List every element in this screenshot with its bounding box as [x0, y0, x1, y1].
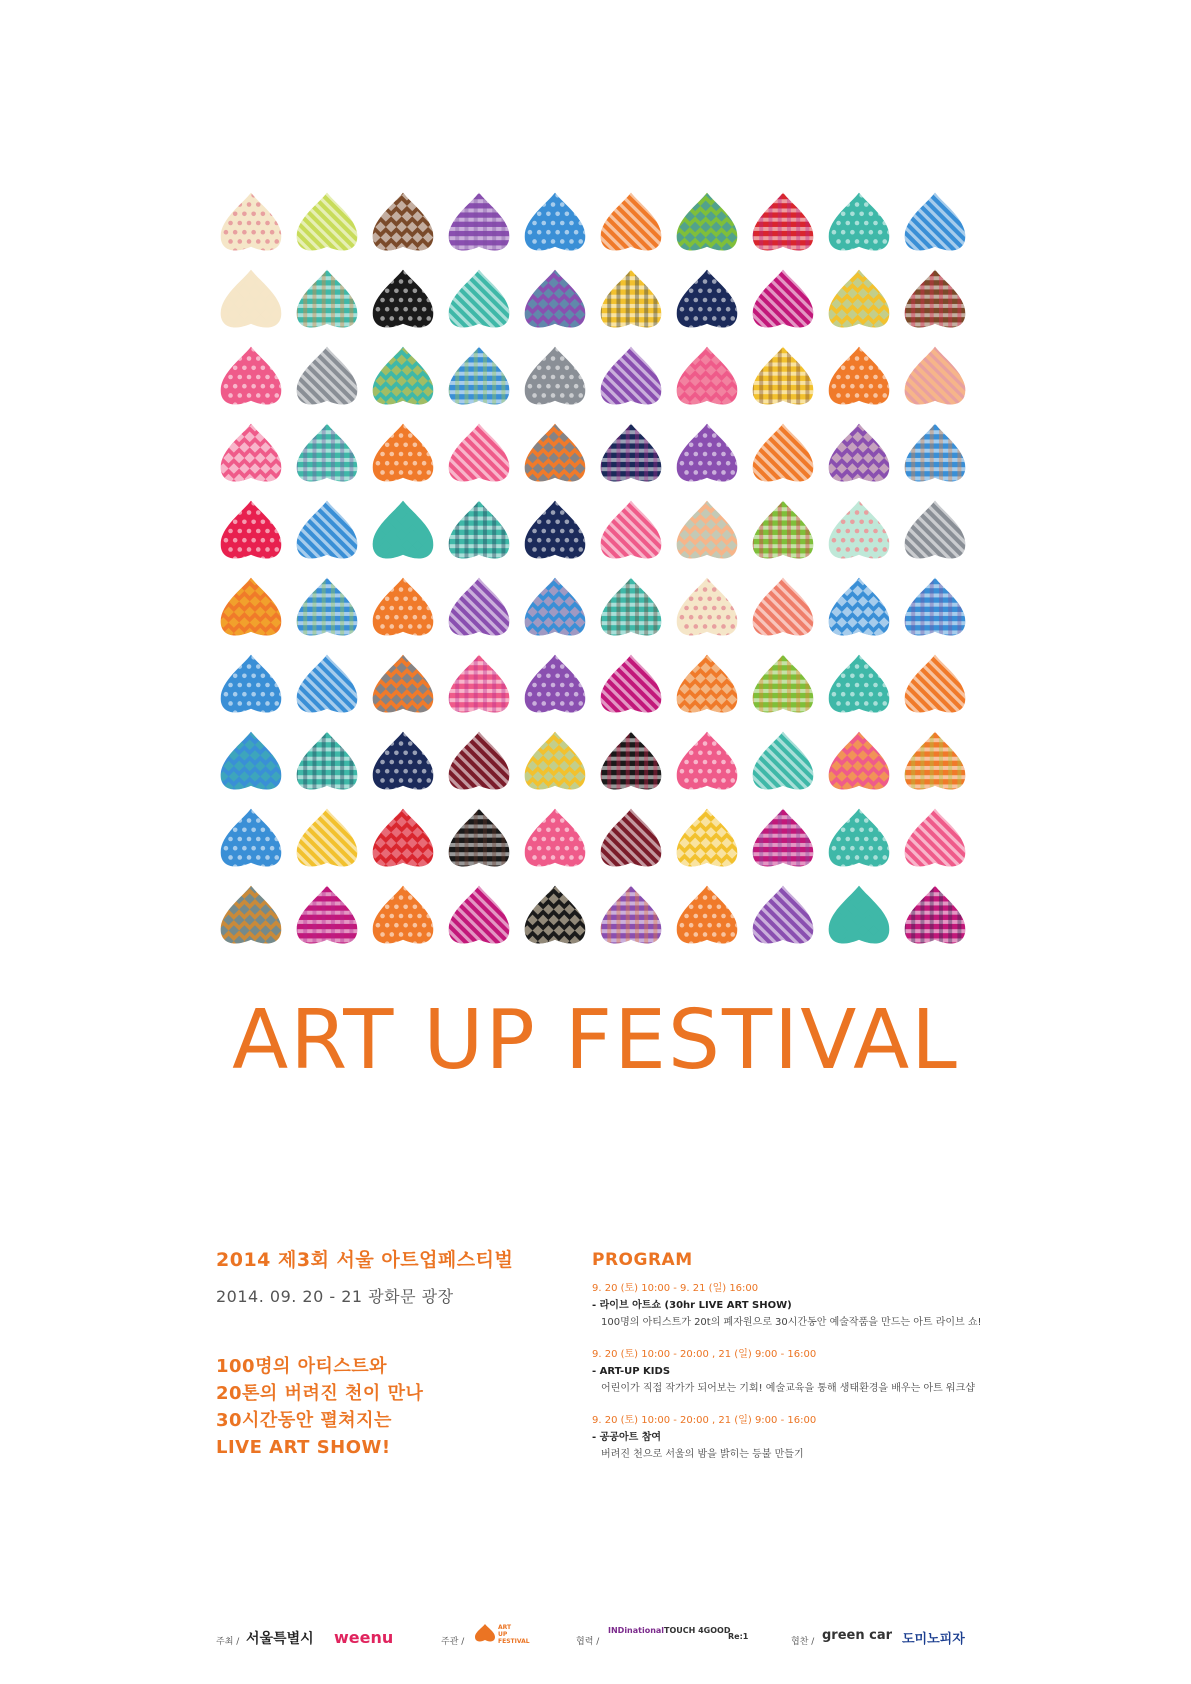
- heart-red-dots: [370, 806, 436, 872]
- heart-navy-flowers: [598, 421, 664, 487]
- heart-purple-wave: [826, 421, 892, 487]
- heart-teal-leopard: [370, 498, 436, 564]
- heart-teal-stripes: [826, 190, 892, 256]
- heart-pink-hexagons: [598, 498, 664, 564]
- heart-orange-flame: [750, 421, 816, 487]
- heart-navy-scales: [522, 498, 588, 564]
- program-name: - 라이브 아트쇼 (30hr LIVE ART SHOW): [592, 1300, 792, 1311]
- heart-pink-dots: [446, 652, 512, 718]
- heart-pink-yellow-stripes: [522, 806, 588, 872]
- heart-blue-herringbone: [522, 190, 588, 256]
- program-desc: 100명의 아티스트가 20t의 폐자원으로 30시간동안 예술작품을 만드는 아트 라이브 쇼!: [601, 1317, 982, 1328]
- program-item: [592, 1280, 1012, 1332]
- heart-yellow-leaves: [750, 344, 816, 410]
- heart-yellow-triangles: [674, 806, 740, 872]
- program-desc: 버려진 천으로 서울의 밤을 밝히는 등불 만들기: [601, 1449, 804, 1460]
- heart-blue-grid: [218, 652, 284, 718]
- heart-teal-feathers: [446, 267, 512, 333]
- heart-peach-lattice: [674, 498, 740, 564]
- heart-teal-dots: [294, 729, 360, 795]
- heart-orange-squares: [902, 729, 968, 795]
- heart-teal-waves: [750, 729, 816, 795]
- heart-red-plaid: [750, 190, 816, 256]
- heart-black-lattice: [598, 729, 664, 795]
- slogan-line: 100명의 아티스트와: [216, 1356, 388, 1377]
- heart-maroon-lattice: [446, 729, 512, 795]
- heart-purple-dots: [446, 575, 512, 641]
- heart-blue-crosses: [294, 498, 360, 564]
- heart-pink-black-waves: [902, 806, 968, 872]
- coop-label: 협력 /: [576, 1637, 600, 1647]
- heart-green-rings: [750, 652, 816, 718]
- heart-teal-triangles: [294, 267, 360, 333]
- heart-black-zigzag: [522, 883, 588, 949]
- program-desc: 어린이가 직접 작가가 되어보는 기회! 예술교육을 통해 생태환경을 배우는 아트 워크샵: [601, 1383, 975, 1394]
- heart-pattern-grid: [218, 190, 978, 960]
- heart-orange-gingham: [826, 344, 892, 410]
- artup-logo: [474, 1622, 496, 1647]
- heart-orange-lattice: [902, 652, 968, 718]
- program-name: - ART-UP KIDS: [592, 1366, 671, 1377]
- heart-orange-cross: [370, 421, 436, 487]
- event-title: 2014 제3회 서울 아트업페스티벌: [216, 1249, 514, 1271]
- heart-magenta-medallion: [902, 883, 968, 949]
- organizer-label: 주관 /: [441, 1637, 465, 1647]
- heart-brown-lattice: [370, 190, 436, 256]
- heart-magenta-swirl: [446, 883, 512, 949]
- heart-magenta-zebra: [294, 883, 360, 949]
- artup-logo-text: ART UP FESTIVAL: [498, 1624, 530, 1645]
- event-info: [216, 1245, 596, 1461]
- program-heading: PROGRAM: [592, 1250, 693, 1270]
- event-date-place: 2014. 09. 20 - 21 광화문 광장: [216, 1287, 454, 1306]
- heart-purple-diamonds: [598, 344, 664, 410]
- program-item: [592, 1412, 1012, 1464]
- slogan-line: 20톤의 버려진 천이 만나: [216, 1383, 424, 1404]
- heart-navy-swirl: [674, 267, 740, 333]
- domino-logo: 도미노피자: [902, 1632, 965, 1647]
- heart-yellow-houndstooth: [522, 729, 588, 795]
- heart-teal-big-dots: [294, 421, 360, 487]
- heart-magenta-lace: [598, 652, 664, 718]
- heart-blue-scales: [294, 575, 360, 641]
- heart-brown-circles: [902, 267, 968, 333]
- heart-blue-crosses: [294, 652, 360, 718]
- heart-orange-lines: [370, 883, 436, 949]
- heart-orange-star: [674, 883, 740, 949]
- heart-magenta-dots: [750, 806, 816, 872]
- heart-blue-circles: [446, 344, 512, 410]
- heart-yellow-plaid: [598, 267, 664, 333]
- program-section: [592, 1250, 1012, 1478]
- heart-pink-lattice: [674, 344, 740, 410]
- heart-blue-diamonds: [218, 729, 284, 795]
- heart-purple-rings: [750, 883, 816, 949]
- program-time: 9. 20 (토) 10:00 - 20:00 , 21 (일) 9:00 - 16:00: [592, 1415, 817, 1426]
- heart-leopard: [218, 883, 284, 949]
- heart-gray-cubes: [902, 498, 968, 564]
- heart-blue-stripes: [522, 575, 588, 641]
- program-time: 9. 20 (토) 10:00 - 9. 21 (일) 16:00: [592, 1283, 759, 1294]
- heart-lime-dots: [294, 190, 360, 256]
- slogan-line: LIVE ART SHOW!: [216, 1437, 391, 1458]
- heart-blue-waves: [826, 575, 892, 641]
- sponsor-footer: [216, 1620, 976, 1660]
- heart-orange-squares: [370, 652, 436, 718]
- heart-purple-chevron: [446, 190, 512, 256]
- heart-purple-spirals: [522, 652, 588, 718]
- heart-icon: [474, 1622, 496, 1644]
- touch4good-logo: TOUCH 4GOOD: [664, 1626, 731, 1635]
- heart-maroon-stripes: [598, 806, 664, 872]
- re1-logo: Re:1: [728, 1632, 749, 1641]
- heart-pink-diamonds: [826, 729, 892, 795]
- program-item: [592, 1346, 1012, 1398]
- heart-orange-network: [218, 575, 284, 641]
- heart-navy-dots: [370, 729, 436, 795]
- heart-blue-waves: [902, 190, 968, 256]
- indinational-logo: INDinational: [608, 1626, 665, 1635]
- heart-cream-arcs: [674, 575, 740, 641]
- heart-salmon-flower: [750, 575, 816, 641]
- heart-blue-blocks: [902, 421, 968, 487]
- heart-blue-scales: [902, 575, 968, 641]
- heart-yellow-crosses: [294, 806, 360, 872]
- heart-blue-triangles: [218, 806, 284, 872]
- heart-magenta-ogee: [750, 267, 816, 333]
- heart-purple-diamonds: [522, 267, 588, 333]
- festival-title: ART UP FESTIVAL: [232, 993, 959, 1088]
- heart-pink-polka: [218, 421, 284, 487]
- heart-peach-gingham: [902, 344, 968, 410]
- heart-colorful-floral: [826, 267, 892, 333]
- heart-teal-stars: [826, 806, 892, 872]
- heart-teal-shards: [598, 575, 664, 641]
- heart-teal-geometric: [826, 883, 892, 949]
- heart-pink-squares: [446, 421, 512, 487]
- heart-orange-chevrons: [370, 575, 436, 641]
- heart-purple-spiral: [598, 883, 664, 949]
- heart-green-steps: [750, 498, 816, 564]
- seoul-logo: 서울특별시: [246, 1631, 314, 1647]
- slogan-line: 30시간동안 펼쳐지는: [216, 1410, 392, 1431]
- program-name: - 공공아트 참여: [592, 1432, 662, 1443]
- heart-cream-flowers: [218, 190, 284, 256]
- heart-orange-diamonds: [522, 421, 588, 487]
- event-slogan: [216, 1353, 596, 1461]
- heart-pink-green-blocks: [218, 344, 284, 410]
- heart-teal-rain: [446, 498, 512, 564]
- heart-purple-swirl: [674, 421, 740, 487]
- greencar-logo: green car: [822, 1628, 893, 1643]
- heart-black-zebra: [370, 267, 436, 333]
- heart-orange-weave: [674, 652, 740, 718]
- heart-teal-lattice: [370, 344, 436, 410]
- heart-black-stripes: [446, 806, 512, 872]
- heart-orange-weave: [598, 190, 664, 256]
- heart-green-houndstooth: [674, 190, 740, 256]
- heart-gray-geometric: [522, 344, 588, 410]
- program-time: 9. 20 (토) 10:00 - 20:00 , 21 (일) 9:00 - 16:00: [592, 1349, 817, 1360]
- host-label: 주최 /: [216, 1637, 240, 1647]
- heart-mint-dots: [826, 498, 892, 564]
- weenu-logo: weenu: [334, 1628, 394, 1647]
- heart-gray-triangles: [294, 344, 360, 410]
- heart-cream-floral: [218, 267, 284, 333]
- sponsor-label: 협찬 /: [791, 1637, 815, 1647]
- heart-multicolor-triangles: [218, 498, 284, 564]
- heart-pink-triangles: [674, 729, 740, 795]
- heart-teal-diamonds: [826, 652, 892, 718]
